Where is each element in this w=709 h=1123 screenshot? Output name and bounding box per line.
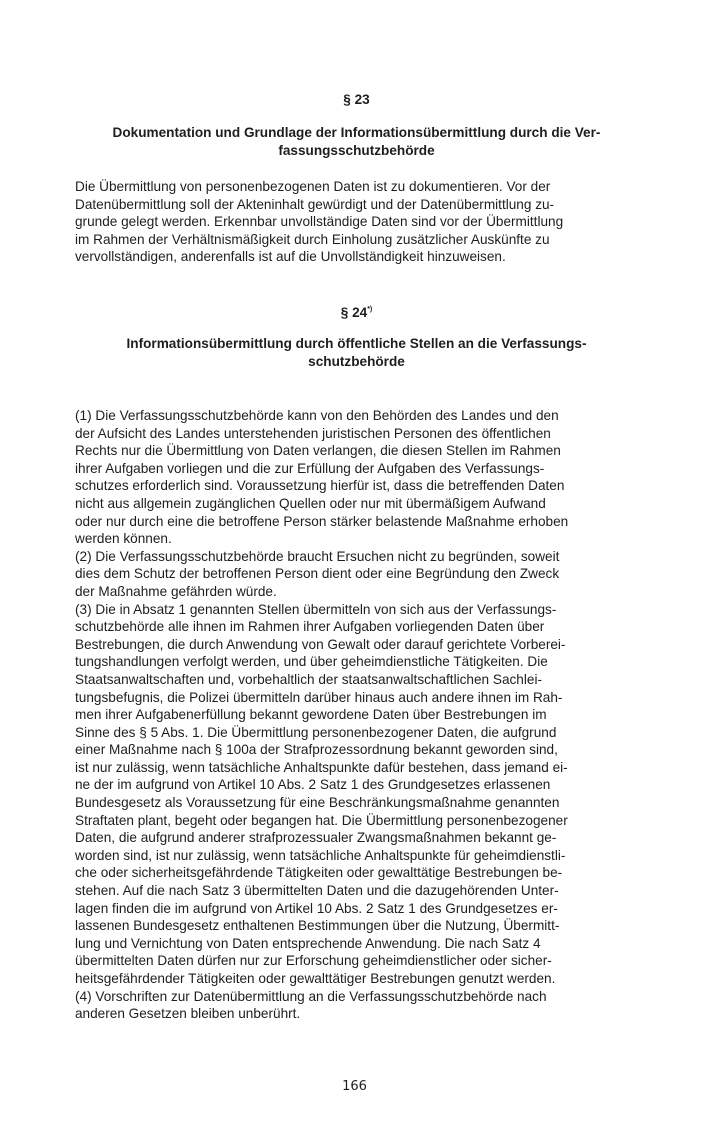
section-23-body-line: im Rahmen der Verhältnismäßigkeit durch Einholung zusätzlicher Auskünfte zu	[75, 231, 550, 247]
section-24-body-line: der Aufsicht des Landes unterstehenden juristischen Personen des öffentlichen	[75, 425, 551, 441]
section-24-body-line: che oder sicherheitsgefährdende Tätigkeiten oder gewalttätige Bestrebungen be-	[75, 865, 563, 881]
section-23-number: § 23	[343, 92, 370, 107]
section-24-body-line: worden sind, ist nur zulässig, wenn tatsächliche Anhaltspunkte für geheimdienstli-	[75, 847, 566, 863]
section-24-body-line: Rechts nur die Übermittlung von Daten verlangen, die diesen Stellen im Rahmen	[75, 443, 561, 459]
section-24-body-line: Straftaten plant, begeht oder begangen hat. Die Übermittlung personenbezogener	[75, 812, 568, 828]
section-24-body-line: men ihrer Aufgabenerfüllung bekannt gewordene Daten über Bestrebungen im	[75, 707, 547, 723]
section-23-title-line: fassungsschutzbehörde	[278, 143, 435, 158]
section-24-body-line: der Maßnahme gefährden würde.	[75, 583, 277, 599]
page-number: 166	[342, 1079, 367, 1094]
section-23-title-line: Dokumentation und Grundlage der Informationsübermittlung durch die Ver-	[112, 125, 601, 140]
section-24-body-line: oder nur durch eine die betroffene Person stärker belastende Maßnahme erhoben	[75, 513, 569, 529]
section-24-body-line: Bundesgesetz als Voraussetzung für eine Beschränkungsmaßnahme genannten	[75, 795, 560, 811]
section-24-body-line: lung und Vernichtung von Daten entsprechende Anwendung. Die nach Satz 4	[75, 935, 541, 951]
section-24-body-line: ist nur zulässig, wenn tatsächliche Anhaltspunkte dafür bestehen, dass jemand ei-	[75, 759, 568, 775]
section-24-body-line: lagen finden die im aufgrund von Artikel 10 Abs. 2 Satz 1 des Grundgesetzes er-	[75, 900, 558, 916]
section-24-body-line: Sinne des § 5 Abs. 1. Die Übermittlung personenbezogener Daten, die aufgrund	[75, 724, 557, 740]
section-24-body-line: tungsbefugnis, die Polizei übermitteln darüber hinaus auch andere ihnen im Rah-	[75, 689, 563, 705]
section-24-body-line: stehen. Auf die nach Satz 3 übermittelten Daten und die dazugehörenden Unter-	[75, 883, 559, 899]
section-24-body-line: anderen Gesetzen bleiben unberührt.	[75, 1006, 301, 1022]
section-23-body	[75, 178, 637, 266]
section-24-body-line: nicht aus allgemein zugänglichen Quellen oder nur mit übermäßigem Aufwand	[75, 495, 546, 511]
section-24-body-line: schutzbehörde alle ihnen im Rahmen ihrer Aufgaben vorliegenden Daten über	[75, 619, 545, 635]
section-24-body-line: ihrer Aufgaben vorliegen und die zur Erfüllung der Aufgaben des Verfassungs-	[75, 460, 545, 476]
footnote-marker: *)	[367, 306, 373, 313]
section-23-body-line: Die Übermittlung von personenbezogenen Daten ist zu dokumentieren. Vor der	[75, 179, 551, 194]
section-24-body-line: Bestrebungen, die durch Anwendung von Gewalt oder darauf gerichtete Vorberei-	[75, 636, 566, 652]
section-24-body-line: ne der im aufgrund von Artikel 10 Abs. 2 Satz 1 des Grundgesetzes erlassenen	[75, 777, 551, 793]
section-24-body-line: übermittelten Daten dürfen nur zur Erforschung geheimdienstlicher oder sicher-	[75, 953, 552, 969]
section-24-number: § 24	[340, 305, 368, 320]
section-24-body	[75, 407, 637, 1023]
section-24-body-line: (4) Vorschriften zur Datenübermittlung an die Verfassungsschutzbehörde nach	[75, 988, 547, 1004]
section-24-body-line: einer Maßnahme nach § 100a der Strafprozessordnung bekannt geworden sind,	[75, 742, 558, 758]
section-23-title	[75, 124, 638, 160]
section-24-body-line: Staatsanwaltschaften und, vorbehaltlich der staatsanwaltschaftlichen Sachlei-	[75, 671, 542, 687]
section-23-body-line: grunde gelegt werden. Erkennbar unvollständige Daten sind vor der Übermittlung	[75, 214, 564, 230]
section-24-title	[75, 335, 638, 371]
section-24-body-line: heitsgefährdender Tätigkeiten oder gewalttätiger Bestrebungen genutzt werden.	[75, 971, 556, 986]
section-24-body-line: werden können.	[75, 531, 172, 547]
section-24-body-line: dies dem Schutz der betroffenen Person dient oder eine Begründung den Zweck	[75, 566, 560, 582]
section-23-body-line: vervollständigen, anderenfalls ist auf die Unvollständigkeit hinzuweisen.	[75, 249, 506, 265]
section-24-body-line: lassenen Bundesgesetz enthaltenen Bestimmungen über die Nutzung, Übermitt-	[75, 918, 560, 934]
section-23-heading	[75, 91, 638, 108]
section-24-body-line: (3) Die in Absatz 1 genannten Stellen übermitteln von sich aus der Verfassungs-	[75, 601, 557, 617]
section-24-body-line: (2) Die Verfassungsschutzbehörde braucht Ersuchen nicht zu begründen, soweit	[75, 548, 560, 564]
section-24-body-line: schutzes erforderlich sind. Voraussetzung hierfür ist, dass die betreffenden Daten	[75, 478, 565, 494]
section-24-body-line: Daten, die aufgrund anderer strafprozessualer Zwangsmaßnahmen bekannt ge-	[75, 830, 557, 846]
section-23-body-line: Datenübermittlung soll der Akteninhalt gewürdigt und der Datenübermittlung zu-	[75, 196, 555, 212]
section-24-title-line: schutzbehörde	[308, 354, 405, 369]
section-24-title-line: Informationsübermittlung durch öffentliche Stellen an die Verfassungs-	[126, 336, 587, 351]
section-24-heading	[75, 301, 638, 321]
section-24-body-line: tungshandlungen verfolgt werden, und über geheimdienstliche Tätigkeiten. Die	[75, 654, 548, 670]
section-24-body-line: (1) Die Verfassungsschutzbehörde kann von den Behörden des Landes und den	[75, 408, 559, 423]
